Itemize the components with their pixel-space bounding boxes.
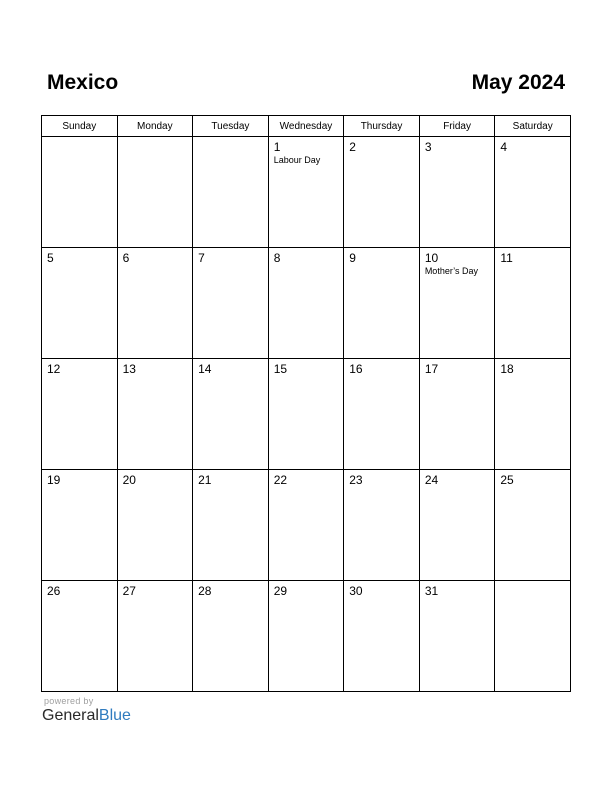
day-cell [193, 359, 269, 470]
holiday-label [42, 487, 117, 488]
holiday-label [193, 487, 268, 488]
day-number: 15 [273, 362, 288, 376]
day-cell [117, 248, 193, 359]
day-cell [344, 248, 420, 359]
holiday-label [344, 487, 419, 488]
day-cell [193, 137, 269, 248]
day-number: 13 [122, 362, 136, 376]
day-number: 9 [349, 251, 356, 265]
day-number: 18 [500, 362, 514, 376]
holiday-label [42, 598, 117, 599]
day-cell [344, 581, 420, 692]
day-number: 3 [424, 140, 432, 154]
day-cell [42, 248, 118, 359]
day-cell [268, 137, 344, 248]
day-number: 11 [500, 251, 513, 265]
day-number: 30 [349, 584, 363, 598]
week-row [42, 470, 571, 581]
day-number: 8 [273, 251, 281, 265]
holiday-label [495, 265, 570, 266]
week-row [42, 137, 571, 248]
day-cell [419, 359, 495, 470]
day-cell [495, 248, 571, 359]
holiday-label: Mother’s Day [424, 266, 478, 276]
holiday-label [269, 487, 344, 488]
day-number: 1 [273, 140, 281, 154]
day-number: 2 [349, 140, 356, 154]
day-cell [495, 137, 571, 248]
day-number: 24 [424, 473, 439, 487]
holiday-label [420, 487, 495, 488]
powered-by-label: powered by [44, 696, 94, 706]
day-cell [268, 581, 344, 692]
calendar-grid [41, 115, 571, 692]
day-cell [419, 581, 495, 692]
day-cell [42, 581, 118, 692]
weekday-header: Sunday [42, 116, 118, 137]
holiday-label [118, 487, 193, 488]
day-number: 23 [349, 473, 363, 487]
week-row [42, 248, 571, 359]
day-number: 17 [424, 362, 439, 376]
day-cell [117, 359, 193, 470]
holiday-label [420, 154, 495, 155]
day-number: 10 [424, 251, 439, 265]
brand-name-general: General [42, 707, 99, 724]
week-row [42, 581, 571, 692]
holiday-label [495, 585, 570, 586]
day-cell [117, 137, 193, 248]
day-cell [495, 581, 571, 692]
day-cell [344, 137, 420, 248]
day-cell [42, 359, 118, 470]
holiday-label [495, 154, 570, 155]
month-year-title: May 2024 [471, 71, 565, 94]
brand-logo[interactable] [42, 707, 131, 725]
day-cell [268, 359, 344, 470]
holiday-label [42, 376, 117, 377]
weekday-header: Thursday [344, 116, 420, 137]
holiday-label [495, 376, 570, 377]
day-number: 22 [273, 473, 288, 487]
weekday-header-row [42, 116, 571, 137]
day-cell [42, 470, 118, 581]
day-number: 12 [47, 362, 61, 376]
weekday-header: Saturday [495, 116, 571, 137]
day-cell [344, 470, 420, 581]
holiday-label [118, 598, 193, 599]
day-cell [193, 470, 269, 581]
brand-name-blue: Blue [98, 707, 131, 724]
holiday-label [420, 598, 495, 599]
holiday-label [42, 141, 117, 142]
holiday-label [420, 376, 495, 377]
holiday-label [193, 141, 268, 142]
day-number: 7 [198, 251, 205, 265]
holiday-label [193, 598, 268, 599]
day-cell [193, 248, 269, 359]
day-number: 29 [273, 584, 288, 598]
day-cell [117, 470, 193, 581]
week-row [42, 359, 571, 470]
day-cell [495, 470, 571, 581]
holiday-label: Labour Day [273, 155, 321, 165]
day-number: 4 [500, 140, 508, 154]
weekday-header: Tuesday [193, 116, 269, 137]
day-number: 6 [122, 251, 130, 265]
day-cell [419, 470, 495, 581]
day-cell [268, 248, 344, 359]
day-number: 16 [349, 362, 363, 376]
weekday-header: Friday [419, 116, 495, 137]
holiday-label [495, 487, 570, 488]
country-title: Mexico [47, 71, 119, 94]
day-cell [419, 137, 495, 248]
holiday-label [344, 376, 419, 377]
day-number: 20 [122, 473, 136, 487]
day-cell [268, 470, 344, 581]
holiday-label [118, 376, 193, 377]
holiday-label [269, 265, 344, 266]
footer-branding [42, 696, 131, 725]
day-cell [344, 359, 420, 470]
holiday-label [344, 598, 419, 599]
day-number: 26 [47, 584, 61, 598]
day-number: 31 [424, 584, 439, 598]
day-cell [193, 581, 269, 692]
holiday-label [118, 141, 193, 142]
day-number: 14 [198, 362, 212, 376]
holiday-label [344, 154, 419, 155]
holiday-label [42, 265, 117, 266]
holiday-label [118, 265, 193, 266]
day-cell [495, 359, 571, 470]
day-number: 19 [47, 473, 61, 487]
day-cell [42, 137, 118, 248]
holiday-label [269, 598, 344, 599]
holiday-label [193, 265, 268, 266]
day-number: 28 [198, 584, 212, 598]
day-cell [117, 581, 193, 692]
day-cell [419, 248, 495, 359]
holiday-label [193, 376, 268, 377]
weekday-header: Monday [117, 116, 193, 137]
day-number: 5 [47, 251, 54, 265]
holiday-label [269, 376, 344, 377]
day-number: 21 [198, 473, 212, 487]
day-number: 25 [500, 473, 514, 487]
holiday-label [344, 265, 419, 266]
day-number: 27 [122, 584, 136, 598]
weekday-header: Wednesday [268, 116, 344, 137]
